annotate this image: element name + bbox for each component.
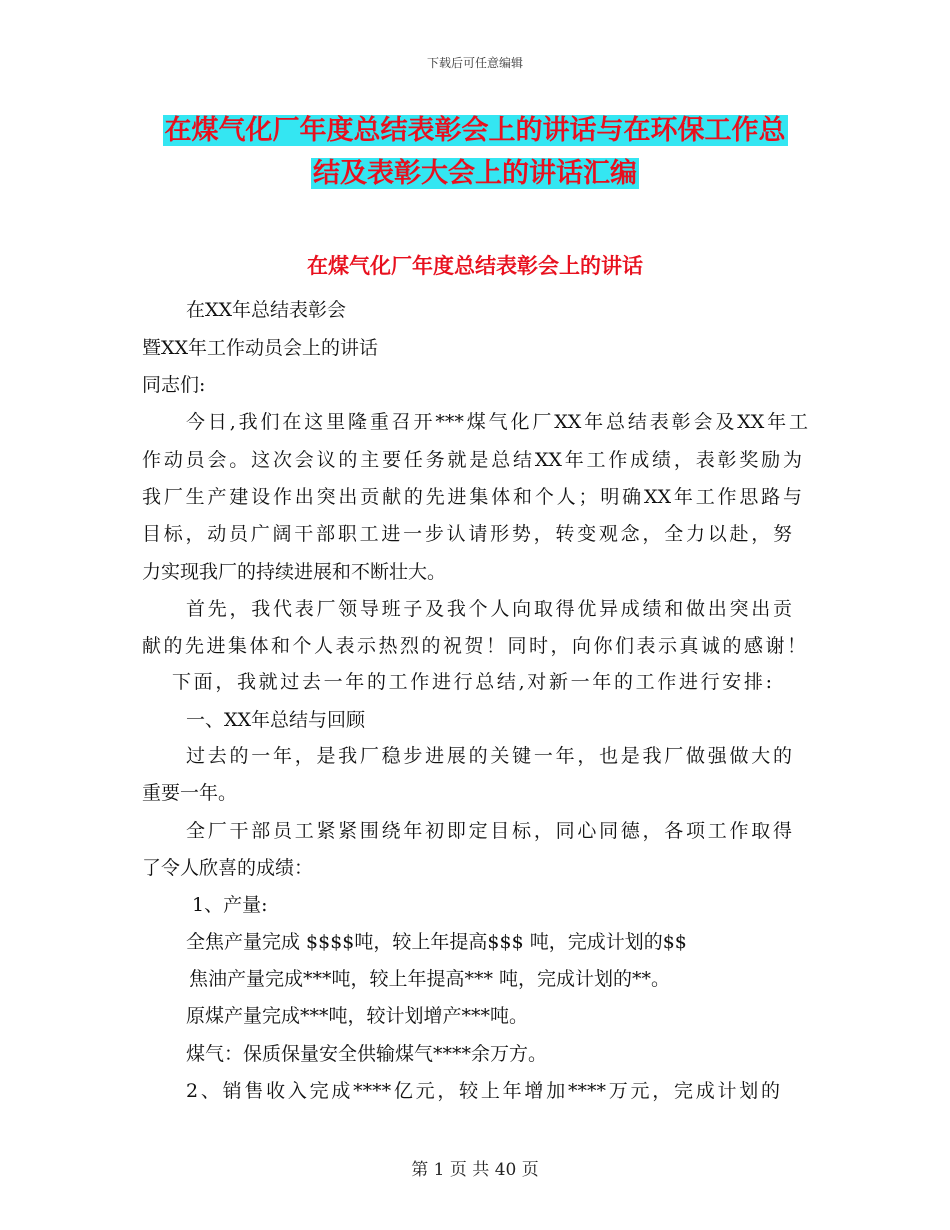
paragraph-line: 全厂干部员工紧紧围绕年初即定目标，同心同德，各项工作取得 [186,820,792,842]
paragraph-line: 我厂生产建设作出突出贡献的先进集体和个人；明确XX年工作思路与 [142,486,802,508]
page-header: 下载后可任意编辑 [426,56,523,70]
section-title: 在煤气化厂年度总结表彰会上的讲话 [307,254,643,278]
paragraph-line: 2、销售收入完成****亿元，较上年增加****万元，完成计划的 [186,1080,780,1102]
paragraph-line: 献的先进集体和个人表示热烈的祝贺！同时，向你们表示真诚的感谢！ [142,635,806,657]
paragraph-line: 目标，动员广阔干部职工进一步认请形势，转变观念，全力以赴，努 [142,523,792,545]
page-footer: 第 1 页 共 40 页 [411,1160,539,1180]
paragraph-line: 在XX年总结表彰会 [186,299,347,321]
paragraph-line: 暨XX年工作动员会上的讲话 [142,337,379,359]
paragraph-line: 了令人欣喜的成绩： [142,857,314,879]
paragraph-line: 1、产量: [192,894,268,916]
paragraph-line: 今日,我们在这里隆重召开***煤气化厂XX年总结表彰会及XX年工 [186,411,808,433]
paragraph-line: 焦油产量完成***吨，较上年提高*** 吨，完成计划的**。 [189,968,671,990]
paragraph-line: 过去的一年，是我厂稳步进展的关键一年，也是我厂做强做大的 [186,745,792,767]
paragraph-line: 作动员会。这次会议的主要任务就是总结XX年工作成绩，表彰奖励为 [142,449,802,471]
paragraph-line: 同志们: [142,374,206,396]
paragraph-line: 首先，我代表厂领导班子及我个人向取得优异成绩和做出突出贡 [186,598,792,620]
paragraph-line: 煤气：保质保量安全供输煤气****余万方。 [186,1043,548,1065]
paragraph-line: 原煤产量完成***吨，较计划增产***吨。 [186,1005,529,1027]
paragraph-line: 力实现我厂的持续进展和不断壮大。 [142,561,447,583]
document-title-line-2: 结及表彰大会上的讲话汇编 [313,158,637,189]
paragraph-line: 下面，我就过去一年的工作进行总结,对新一年的工作进行安排: [172,671,772,693]
paragraph-line: 重要一年。 [142,782,238,804]
document-title-line-1: 在煤气化厂年度总结表彰会上的讲话与在环保工作总 [164,115,786,146]
paragraph-line: 一、XX年总结与回顾 [186,709,366,731]
paragraph-line: 全焦产量完成 $$$$吨，较上年提高$$$ 吨，完成计划的$$ [186,931,687,953]
